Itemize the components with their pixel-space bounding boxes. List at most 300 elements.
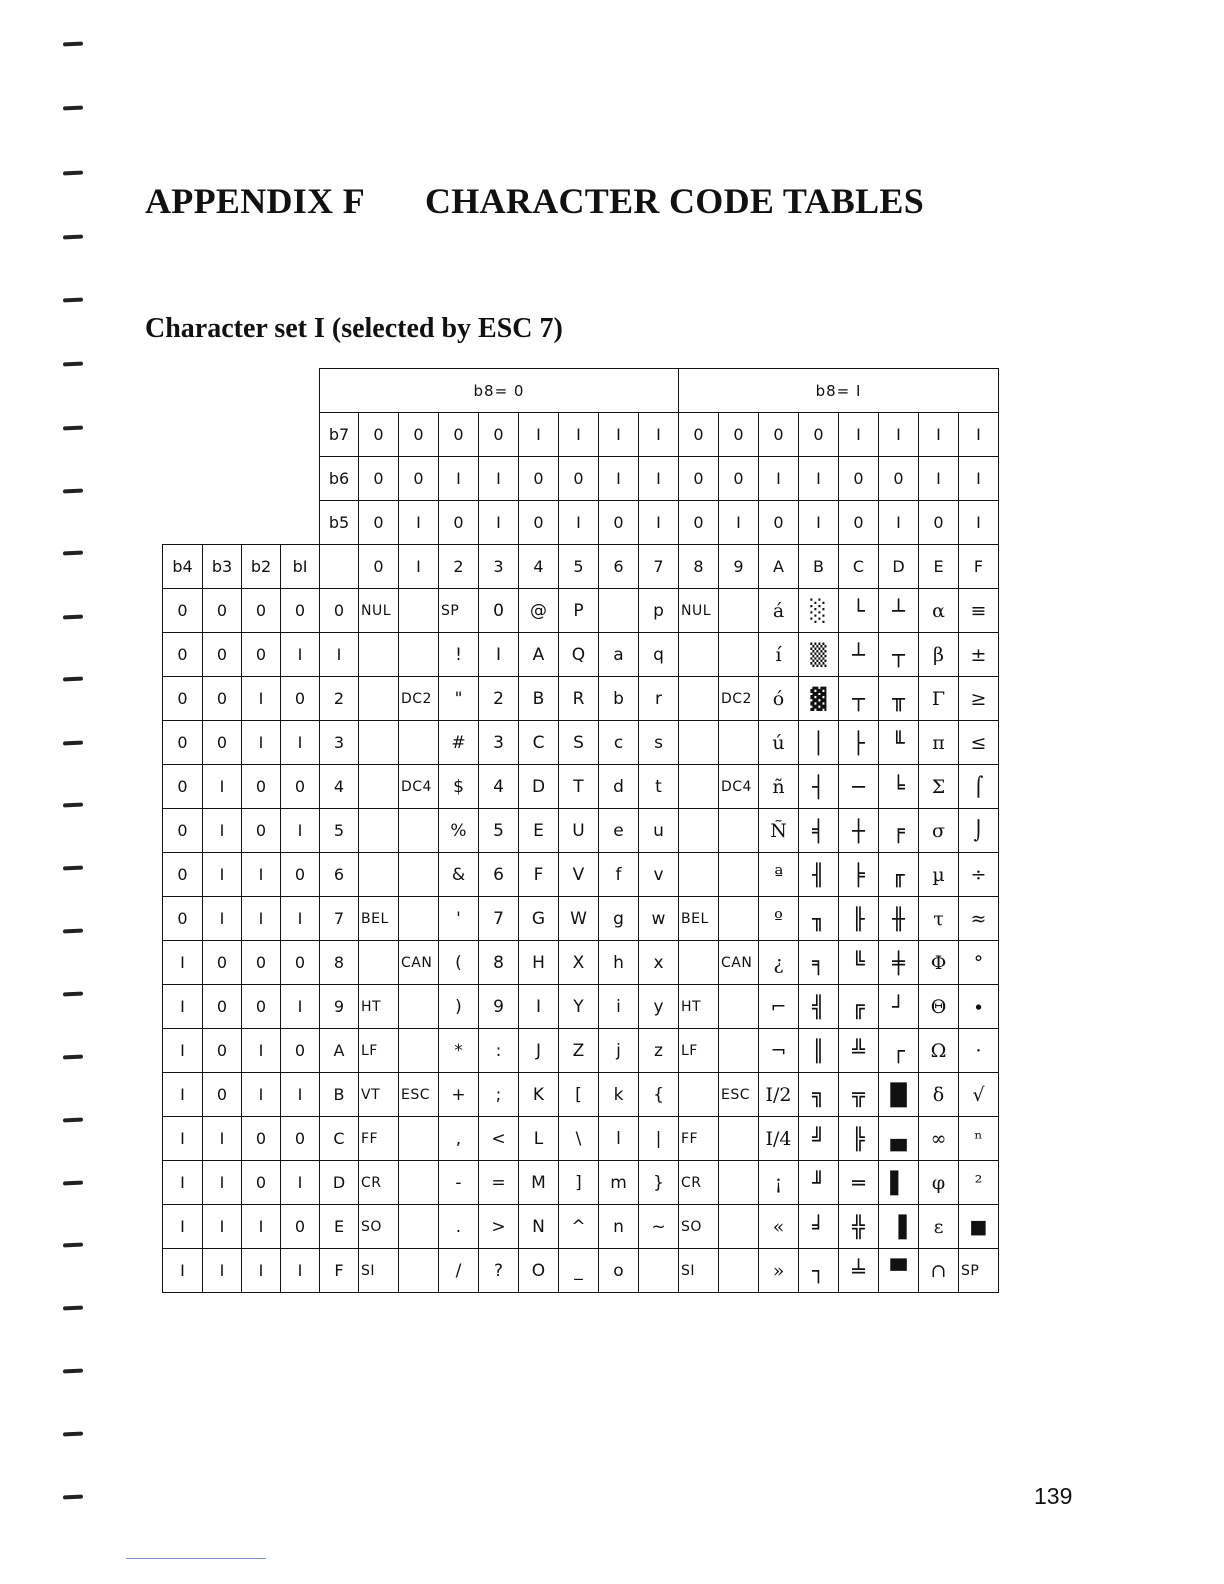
char-cell: LF [679, 1029, 719, 1073]
char-cell: ╥ [879, 677, 919, 721]
table-row [163, 1029, 999, 1073]
b5-bit-value: 0 [439, 501, 479, 545]
char-cell: Φ [919, 941, 959, 985]
low-bit-label: b4 [163, 545, 203, 589]
char-cell [399, 985, 439, 1029]
char-cell [719, 1161, 759, 1205]
b7-bit-value: I [519, 413, 559, 457]
row-bit-value: I [203, 1205, 242, 1249]
b6-label: b6 [320, 457, 359, 501]
char-cell: v [639, 853, 679, 897]
char-cell: ╪ [879, 941, 919, 985]
b7-bit-value: 0 [759, 413, 799, 457]
row-bit-value: 0 [281, 589, 320, 633]
char-cell: ╛ [799, 1205, 839, 1249]
char-cell [679, 941, 719, 985]
char-cell: . [439, 1205, 479, 1249]
char-cell: 5 [479, 809, 519, 853]
char-cell: > [479, 1205, 519, 1249]
char-cell [399, 1161, 439, 1205]
column-hex-label: 8 [679, 545, 719, 589]
row-bit-value: 0 [203, 1073, 242, 1117]
char-cell [399, 1029, 439, 1073]
char-cell: ≈ [959, 897, 999, 941]
b5-bit-value: I [479, 501, 519, 545]
char-cell: │ [799, 721, 839, 765]
char-cell: @ [519, 589, 559, 633]
char-cell: = [479, 1161, 519, 1205]
margin-mark [63, 1305, 83, 1310]
char-cell: e [599, 809, 639, 853]
char-cell: ═ [839, 1161, 879, 1205]
b8-one-header: b8= I [679, 369, 999, 413]
char-cell: ╞ [839, 853, 879, 897]
char-cell: 4 [479, 765, 519, 809]
char-cell: ░ [799, 589, 839, 633]
b5-bit-value: I [559, 501, 599, 545]
b5-bit-value: 0 [919, 501, 959, 545]
margin-mark [63, 991, 83, 996]
char-cell: : [479, 1029, 519, 1073]
char-cell: l [599, 1117, 639, 1161]
b7-bit-value: 0 [399, 413, 439, 457]
char-cell: z [639, 1029, 679, 1073]
char-cell: 0 [479, 589, 519, 633]
char-cell: ' [439, 897, 479, 941]
char-cell: LF [359, 1029, 399, 1073]
char-cell: I/2 [759, 1073, 799, 1117]
char-cell [399, 1205, 439, 1249]
table-row [163, 677, 999, 721]
char-cell: ╘ [879, 765, 919, 809]
char-cell: V [559, 853, 599, 897]
char-cell: Σ [919, 765, 959, 809]
char-cell: DC2 [399, 677, 439, 721]
margin-mark [63, 234, 83, 239]
char-cell: X [559, 941, 599, 985]
page-title [145, 180, 924, 222]
margin-mark [63, 41, 83, 46]
char-cell: VT [359, 1073, 399, 1117]
char-cell: ¿ [759, 941, 799, 985]
char-cell: ┼ [839, 809, 879, 853]
char-cell: » [759, 1249, 799, 1293]
margin-mark [63, 1117, 83, 1122]
char-cell: ñ [759, 765, 799, 809]
char-cell: g [599, 897, 639, 941]
char-cell: ╦ [839, 1073, 879, 1117]
char-cell: N [519, 1205, 559, 1249]
char-cell: ╬ [839, 1205, 879, 1249]
char-cell: O [519, 1249, 559, 1293]
margin-mark [63, 928, 83, 933]
char-cell: j [599, 1029, 639, 1073]
char-cell: BEL [359, 897, 399, 941]
table-blank-corner [163, 413, 320, 457]
b5-bit-value: I [959, 501, 999, 545]
char-cell: 6 [479, 853, 519, 897]
char-cell: ² [959, 1161, 999, 1205]
char-cell: p [639, 589, 679, 633]
table-row [163, 633, 999, 677]
row-bit-value: 0 [242, 1117, 281, 1161]
char-cell [679, 765, 719, 809]
char-cell: Ñ [759, 809, 799, 853]
char-cell: ┴ [839, 633, 879, 677]
char-cell [679, 633, 719, 677]
char-cell: ú [759, 721, 799, 765]
char-cell [399, 897, 439, 941]
b7-bit-value: I [959, 413, 999, 457]
column-hex-label: I [399, 545, 439, 589]
char-cell: / [439, 1249, 479, 1293]
row-bit-value: I [163, 1073, 203, 1117]
char-cell: ≡ [959, 589, 999, 633]
table-row [163, 1073, 999, 1117]
table-blank-corner [163, 457, 320, 501]
char-cell [719, 853, 759, 897]
char-cell: ≤ [959, 721, 999, 765]
char-cell: ╙ [879, 721, 919, 765]
row-bit-value: I [242, 1073, 281, 1117]
margin-mark [63, 425, 83, 430]
column-hex-label: 5 [559, 545, 599, 589]
row-bit-value: I [242, 1205, 281, 1249]
char-cell: ÷ [959, 853, 999, 897]
b7-bit-value: 0 [479, 413, 519, 457]
char-cell: Y [559, 985, 599, 1029]
char-cell: G [519, 897, 559, 941]
row-bit-value: 0 [242, 589, 281, 633]
b7-bit-value: I [839, 413, 879, 457]
column-hex-label: 6 [599, 545, 639, 589]
table-row [163, 589, 999, 633]
char-cell [719, 633, 759, 677]
char-cell: I [519, 985, 559, 1029]
char-cell: } [639, 1161, 679, 1205]
char-cell: · [959, 1029, 999, 1073]
b6-bit-value: 0 [559, 457, 599, 501]
char-cell: ~ [639, 1205, 679, 1249]
table-row [163, 1117, 999, 1161]
row-bit-value: 0 [203, 985, 242, 1029]
b6-bit-value: 0 [839, 457, 879, 501]
row-hex-label: 0 [320, 589, 359, 633]
char-cell: ▐ [879, 1205, 919, 1249]
character-code-table [162, 368, 999, 1293]
char-cell: SO [359, 1205, 399, 1249]
char-cell: q [639, 633, 679, 677]
b6-bit-value: I [639, 457, 679, 501]
b5-label: b5 [320, 501, 359, 545]
b6-bit-value: I [439, 457, 479, 501]
margin-mark [63, 614, 83, 619]
row-hex-label: 4 [320, 765, 359, 809]
b5-bit-value: I [799, 501, 839, 545]
row-bit-value: I [203, 1249, 242, 1293]
row-bit-value: I [203, 1117, 242, 1161]
char-cell: h [599, 941, 639, 985]
char-cell: τ [919, 897, 959, 941]
char-cell: ─ [839, 765, 879, 809]
column-hex-label: 9 [719, 545, 759, 589]
char-cell: I/4 [759, 1117, 799, 1161]
char-cell: ╧ [839, 1249, 879, 1293]
char-cell: SI [679, 1249, 719, 1293]
row-bit-value: I [203, 1161, 242, 1205]
char-cell: α [919, 589, 959, 633]
char-cell: 2 [479, 677, 519, 721]
b6-bit-value: I [599, 457, 639, 501]
table-row [163, 1249, 999, 1293]
table-row [163, 721, 999, 765]
char-cell [679, 809, 719, 853]
char-cell: ^ [559, 1205, 599, 1249]
char-cell: ╫ [879, 897, 919, 941]
b7-bit-value: 0 [439, 413, 479, 457]
char-cell: ┐ [799, 1249, 839, 1293]
char-cell: ┬ [879, 633, 919, 677]
char-cell: ▓ [799, 677, 839, 721]
char-cell [679, 1073, 719, 1117]
b6-bit-value: I [799, 457, 839, 501]
row-bit-value: 0 [163, 589, 203, 633]
char-cell: ╩ [839, 1029, 879, 1073]
char-cell: m [599, 1161, 639, 1205]
appendix-title: CHARACTER CODE TABLES [425, 181, 925, 221]
b7-bit-value: 0 [799, 413, 839, 457]
row-hex-label: A [320, 1029, 359, 1073]
char-cell: ╣ [799, 985, 839, 1029]
char-cell: * [439, 1029, 479, 1073]
char-cell: , [439, 1117, 479, 1161]
row-bit-value: 0 [242, 809, 281, 853]
char-cell: δ [919, 1073, 959, 1117]
char-cell: DC4 [719, 765, 759, 809]
row-bit-value: 0 [163, 853, 203, 897]
char-cell: ▄ [879, 1117, 919, 1161]
b7-label: b7 [320, 413, 359, 457]
row-bit-value: 0 [203, 1029, 242, 1073]
char-cell [399, 633, 439, 677]
char-cell: i [599, 985, 639, 1029]
char-cell: SP [959, 1249, 999, 1293]
char-cell: C [519, 721, 559, 765]
appendix-label: APPENDIX F [145, 181, 365, 221]
b8-zero-header: b8= 0 [320, 369, 679, 413]
char-cell: FF [359, 1117, 399, 1161]
char-cell: Q [559, 633, 599, 677]
char-cell [719, 897, 759, 941]
table-row [163, 809, 999, 853]
char-cell: ╗ [799, 1073, 839, 1117]
column-hex-label: C [839, 545, 879, 589]
char-cell: 7 [479, 897, 519, 941]
table-row [163, 1161, 999, 1205]
column-hex-label: D [879, 545, 919, 589]
char-cell: ╒ [879, 809, 919, 853]
char-cell: ó [759, 677, 799, 721]
char-cell: ┤ [799, 765, 839, 809]
row-bit-value: 0 [203, 721, 242, 765]
b5-bit-value: 0 [359, 501, 399, 545]
char-cell: ╠ [839, 1117, 879, 1161]
row-hex-label: F [320, 1249, 359, 1293]
low-bit-label: bI [281, 545, 320, 589]
char-cell: ! [439, 633, 479, 677]
char-cell: º [759, 897, 799, 941]
char-cell: ESC [399, 1073, 439, 1117]
row-bit-value: 0 [163, 809, 203, 853]
margin-mark [63, 865, 83, 870]
char-cell [359, 677, 399, 721]
char-cell [719, 589, 759, 633]
b5-bit-value: I [399, 501, 439, 545]
char-cell: ∩ [919, 1249, 959, 1293]
char-cell: ESC [719, 1073, 759, 1117]
char-cell: ? [479, 1249, 519, 1293]
b6-bit-value: I [479, 457, 519, 501]
column-hex-label: A [759, 545, 799, 589]
char-cell: ╝ [799, 1117, 839, 1161]
row-bit-value: I [281, 721, 320, 765]
margin-mark [63, 676, 83, 681]
char-cell: d [599, 765, 639, 809]
char-cell: ╓ [879, 853, 919, 897]
char-cell: L [519, 1117, 559, 1161]
char-cell: ║ [799, 1029, 839, 1073]
row-hex-label: I [320, 633, 359, 677]
char-cell: ; [479, 1073, 519, 1117]
char-cell: ▒ [799, 633, 839, 677]
row-hex-label: 7 [320, 897, 359, 941]
char-cell: R [559, 677, 599, 721]
row-bit-value: I [203, 853, 242, 897]
char-cell: ≥ [959, 677, 999, 721]
char-cell: I [479, 633, 519, 677]
char-cell: c [599, 721, 639, 765]
char-cell: ╖ [799, 897, 839, 941]
margin-mark [63, 550, 83, 555]
table-row [163, 853, 999, 897]
char-cell [719, 809, 759, 853]
char-cell [399, 1117, 439, 1161]
row-bit-value: 0 [281, 853, 320, 897]
b5-bit-value: I [639, 501, 679, 545]
b5-bit-value: 0 [519, 501, 559, 545]
row-bit-value: I [242, 721, 281, 765]
row-hex-label: E [320, 1205, 359, 1249]
char-cell: y [639, 985, 679, 1029]
column-hex-label: 7 [639, 545, 679, 589]
char-cell: U [559, 809, 599, 853]
char-cell: & [439, 853, 479, 897]
row-bit-value: 0 [203, 677, 242, 721]
char-cell: SP [439, 589, 479, 633]
char-cell [639, 1249, 679, 1293]
char-cell: $ [439, 765, 479, 809]
char-cell [719, 1029, 759, 1073]
row-bit-value: I [163, 941, 203, 985]
char-cell: ■ [959, 1205, 999, 1249]
char-cell [599, 589, 639, 633]
b6-bit-value: I [919, 457, 959, 501]
char-cell: ± [959, 633, 999, 677]
column-hex-label: 2 [439, 545, 479, 589]
b7-bit-value: I [639, 413, 679, 457]
row-bit-value: I [163, 1249, 203, 1293]
row-bit-value: 0 [163, 677, 203, 721]
char-cell: σ [919, 809, 959, 853]
char-cell: # [439, 721, 479, 765]
row-bit-value: I [203, 809, 242, 853]
b7-bit-value: I [559, 413, 599, 457]
row-bit-value: I [242, 1249, 281, 1293]
b6-bit-value: I [959, 457, 999, 501]
char-cell: µ [919, 853, 959, 897]
b7-bit-value: 0 [719, 413, 759, 457]
b5-bit-value: 0 [679, 501, 719, 545]
char-cell: HT [679, 985, 719, 1029]
row-bit-value: 0 [242, 941, 281, 985]
binding-margin-marks [58, 0, 118, 1584]
row-bit-value: 0 [203, 941, 242, 985]
char-cell: F [519, 853, 559, 897]
table-blank-corner [163, 369, 320, 413]
table-row [163, 765, 999, 809]
column-hex-label: E [919, 545, 959, 589]
char-cell [679, 721, 719, 765]
char-cell [359, 633, 399, 677]
char-cell: ( [439, 941, 479, 985]
char-cell: < [479, 1117, 519, 1161]
char-cell: ╡ [799, 809, 839, 853]
char-cell: ┬ [839, 677, 879, 721]
char-cell [399, 1249, 439, 1293]
char-cell: HT [359, 985, 399, 1029]
char-cell: β [919, 633, 959, 677]
char-cell [399, 721, 439, 765]
section-subtitle: Character set I (selected by ESC 7) [145, 313, 563, 344]
char-cell: └ [839, 589, 879, 633]
char-cell: CAN [399, 941, 439, 985]
margin-mark [63, 1054, 83, 1059]
b7-bit-value: I [879, 413, 919, 457]
row-bit-value: 0 [203, 633, 242, 677]
char-cell: S [559, 721, 599, 765]
row-bit-value: I [281, 1073, 320, 1117]
footnote-rule [126, 1558, 266, 1559]
margin-mark [63, 170, 83, 175]
char-cell [399, 853, 439, 897]
margin-mark [63, 488, 83, 493]
char-cell: DC4 [399, 765, 439, 809]
char-cell: ╔ [839, 985, 879, 1029]
b5-bit-value: 0 [759, 501, 799, 545]
row-bit-value: I [281, 897, 320, 941]
char-cell: BEL [679, 897, 719, 941]
char-cell: 3 [479, 721, 519, 765]
char-cell: | [639, 1117, 679, 1161]
margin-mark [63, 802, 83, 807]
char-cell: « [759, 1205, 799, 1249]
char-cell [719, 1117, 759, 1161]
low-bit-label: b3 [203, 545, 242, 589]
b6-bit-value: 0 [679, 457, 719, 501]
row-bit-value: 0 [281, 1117, 320, 1161]
table-row [163, 941, 999, 985]
row-bit-value: 0 [242, 1161, 281, 1205]
